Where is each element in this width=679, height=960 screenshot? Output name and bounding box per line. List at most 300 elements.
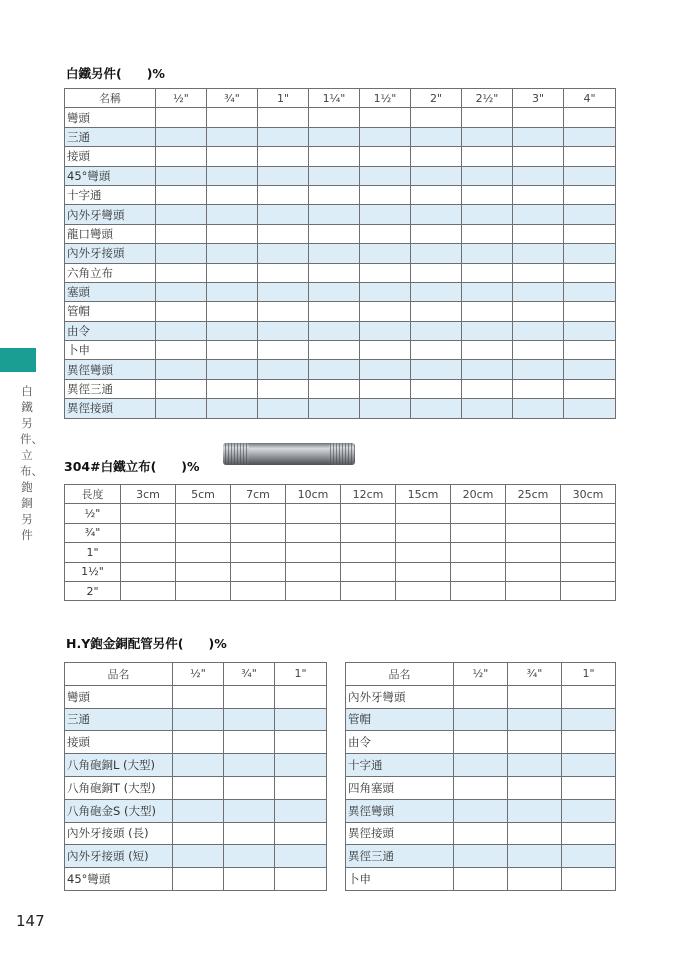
entry-cell[interactable] [564,147,616,166]
entry-cell[interactable] [513,360,564,379]
entry-cell[interactable] [231,543,286,562]
entry-cell[interactable] [360,147,411,166]
entry-cell[interactable] [360,244,411,263]
entry-cell[interactable] [562,845,616,868]
entry-cell[interactable] [231,523,286,542]
entry-cell[interactable] [156,108,207,127]
row-label-cell: 由令 [346,731,454,754]
entry-cell[interactable] [411,321,462,340]
entry-cell[interactable] [508,754,562,777]
entry-cell[interactable] [462,282,513,301]
entry-cell[interactable] [462,302,513,321]
entry-cell[interactable] [173,731,224,754]
table-row [65,379,616,398]
table-row [65,360,616,379]
entry-cell[interactable] [258,360,309,379]
entry-cell[interactable] [396,562,451,581]
entry-cell[interactable] [462,127,513,146]
header-name-cell: 長度 [65,485,121,504]
bronze-left-body [65,663,327,891]
entry-cell[interactable] [258,166,309,185]
entry-cell[interactable] [258,282,309,301]
entry-cell[interactable] [258,341,309,360]
row-label-cell: 彎頭 [65,685,173,708]
entry-cell[interactable] [462,205,513,224]
entry-cell[interactable] [508,685,562,708]
entry-cell[interactable] [411,263,462,282]
entry-cell[interactable] [258,224,309,243]
entry-cell[interactable] [513,108,564,127]
entry-cell[interactable] [309,379,360,398]
entry-cell[interactable] [309,224,360,243]
entry-cell[interactable] [258,379,309,398]
entry-cell[interactable] [564,263,616,282]
entry-cell[interactable] [513,166,564,185]
table-row [65,108,616,127]
row-label-cell: 內外牙彎頭 [346,685,454,708]
entry-cell[interactable] [360,127,411,146]
entry-cell[interactable] [275,822,327,845]
entry-cell[interactable] [564,282,616,301]
row-label-cell: 由令 [65,321,156,340]
entry-cell[interactable] [156,263,207,282]
entry-cell[interactable] [207,302,258,321]
entry-cell[interactable] [513,302,564,321]
row-label-cell: 八角砲銅T (大型) [65,776,173,799]
table-row [65,224,616,243]
entry-cell[interactable] [258,108,309,127]
entry-cell[interactable] [508,799,562,822]
entry-cell[interactable] [562,731,616,754]
row-label-cell: 管帽 [346,708,454,731]
header-size-cell: 1" [562,663,616,686]
entry-cell[interactable] [360,321,411,340]
table-row [65,244,616,263]
entry-cell[interactable] [207,341,258,360]
row-label-cell: 管帽 [65,302,156,321]
entry-cell[interactable] [207,166,258,185]
entry-cell[interactable] [156,379,207,398]
entry-cell[interactable] [396,543,451,562]
entry-cell[interactable] [508,845,562,868]
entry-cell[interactable] [224,799,275,822]
entry-cell[interactable] [454,822,508,845]
table-row [65,562,616,581]
entry-cell[interactable] [396,523,451,542]
entry-cell[interactable] [462,379,513,398]
entry-cell[interactable] [258,263,309,282]
entry-cell[interactable] [156,341,207,360]
entry-cell[interactable] [121,562,176,581]
entry-cell[interactable] [258,399,309,418]
entry-cell[interactable] [275,754,327,777]
entry-cell[interactable] [207,360,258,379]
entry-cell[interactable] [562,868,616,891]
header-size-cell: 12cm [341,485,396,504]
entry-cell[interactable] [454,685,508,708]
entry-cell[interactable] [286,523,341,542]
section1-title: 白鐵另件( )% [66,66,165,81]
entry-cell[interactable] [156,166,207,185]
entry-cell[interactable] [360,224,411,243]
entry-cell[interactable] [454,845,508,868]
entry-cell[interactable] [176,581,231,600]
entry-cell[interactable] [173,685,224,708]
entry-cell[interactable] [561,562,616,581]
entry-cell[interactable] [258,147,309,166]
section2-title: 304#白鐵立布( )% [64,459,200,474]
entry-cell[interactable] [173,845,224,868]
row-label-cell: 四角塞頭 [346,776,454,799]
entry-cell[interactable] [121,504,176,523]
entry-cell[interactable] [360,379,411,398]
entry-cell[interactable] [513,379,564,398]
entry-cell[interactable] [360,282,411,301]
entry-cell[interactable] [462,166,513,185]
entry-cell[interactable] [411,282,462,301]
entry-cell[interactable] [121,543,176,562]
entry-cell[interactable] [176,562,231,581]
entry-cell[interactable] [258,185,309,204]
entry-cell[interactable] [286,504,341,523]
entry-cell[interactable] [411,379,462,398]
entry-cell[interactable] [411,205,462,224]
row-label-cell: ½" [65,504,121,523]
entry-cell[interactable] [156,360,207,379]
entry-cell[interactable] [176,504,231,523]
entry-cell[interactable] [564,166,616,185]
entry-cell[interactable] [462,185,513,204]
entry-cell[interactable] [156,224,207,243]
entry-cell[interactable] [309,360,360,379]
entry-cell[interactable] [462,263,513,282]
entry-cell[interactable] [513,244,564,263]
entry-cell[interactable] [286,562,341,581]
bronze-table-right [345,662,616,891]
entry-cell[interactable] [454,799,508,822]
entry-cell[interactable] [309,205,360,224]
entry-cell[interactable] [258,205,309,224]
entry-cell[interactable] [506,562,561,581]
entry-cell[interactable] [207,147,258,166]
entry-cell[interactable] [231,581,286,600]
table-row [65,581,616,600]
entry-cell[interactable] [156,302,207,321]
entry-cell[interactable] [562,776,616,799]
entry-cell[interactable] [513,185,564,204]
entry-cell[interactable] [462,399,513,418]
row-label-cell: 2" [65,581,121,600]
entry-cell[interactable] [275,799,327,822]
entry-cell[interactable] [224,754,275,777]
entry-cell[interactable] [173,868,224,891]
entry-cell[interactable] [258,127,309,146]
entry-cell[interactable] [561,581,616,600]
entry-cell[interactable] [462,341,513,360]
pipe-nipple-image [222,441,356,467]
entry-cell[interactable] [258,302,309,321]
entry-cell[interactable] [564,224,616,243]
entry-cell[interactable] [454,708,508,731]
entry-cell[interactable] [513,205,564,224]
table-row [65,166,616,185]
header-size-cell: ¾" [508,663,562,686]
entry-cell[interactable] [360,166,411,185]
entry-cell[interactable] [451,504,506,523]
entry-cell[interactable] [173,754,224,777]
row-label-cell: 十字通 [65,185,156,204]
nipple-table [64,484,616,601]
bronze-table-left [64,662,327,891]
entry-cell[interactable] [513,224,564,243]
entry-cell[interactable] [341,562,396,581]
entry-cell[interactable] [396,581,451,600]
entry-cell[interactable] [207,244,258,263]
entry-cell[interactable] [561,504,616,523]
entry-cell[interactable] [513,282,564,301]
entry-cell[interactable] [462,321,513,340]
entry-cell[interactable] [360,263,411,282]
table-row [65,543,616,562]
entry-cell[interactable] [309,244,360,263]
entry-cell[interactable] [309,282,360,301]
header-size-cell: 4" [564,89,616,108]
entry-cell[interactable] [121,523,176,542]
entry-cell[interactable] [454,776,508,799]
entry-cell[interactable] [275,708,327,731]
entry-cell[interactable] [454,754,508,777]
entry-cell[interactable] [156,399,207,418]
entry-cell[interactable] [309,399,360,418]
entry-cell[interactable] [156,321,207,340]
entry-cell[interactable] [411,244,462,263]
entry-cell[interactable] [309,321,360,340]
entry-cell[interactable] [462,224,513,243]
entry-cell[interactable] [360,205,411,224]
entry-cell[interactable] [506,543,561,562]
entry-cell[interactable] [462,360,513,379]
entry-cell[interactable] [286,581,341,600]
fittings-table [64,88,616,419]
entry-cell[interactable] [360,302,411,321]
header-size-cell: 15cm [396,485,451,504]
entry-cell[interactable] [451,562,506,581]
header-size-cell: 2½" [462,89,513,108]
entry-cell[interactable] [561,523,616,542]
entry-cell[interactable] [224,685,275,708]
entry-cell[interactable] [224,776,275,799]
entry-cell[interactable] [562,754,616,777]
entry-cell[interactable] [173,776,224,799]
entry-cell[interactable] [341,504,396,523]
entry-cell[interactable] [508,822,562,845]
entry-cell[interactable] [411,185,462,204]
entry-cell[interactable] [207,263,258,282]
entry-cell[interactable] [396,504,451,523]
entry-cell[interactable] [411,302,462,321]
entry-cell[interactable] [411,341,462,360]
entry-cell[interactable] [562,822,616,845]
entry-cell[interactable] [513,341,564,360]
entry-cell[interactable] [207,282,258,301]
entry-cell[interactable] [564,399,616,418]
entry-cell[interactable] [564,379,616,398]
entry-cell[interactable] [564,185,616,204]
entry-cell[interactable] [506,581,561,600]
entry-cell[interactable] [231,562,286,581]
entry-cell[interactable] [513,399,564,418]
entry-cell[interactable] [411,399,462,418]
entry-cell[interactable] [411,108,462,127]
row-label-cell: 異徑接頭 [346,822,454,845]
entry-cell[interactable] [176,543,231,562]
entry-cell[interactable] [513,263,564,282]
entry-cell[interactable] [207,108,258,127]
entry-cell[interactable] [275,685,327,708]
entry-cell[interactable] [156,282,207,301]
entry-cell[interactable] [411,224,462,243]
entry-cell[interactable] [454,731,508,754]
entry-cell[interactable] [564,127,616,146]
entry-cell[interactable] [207,127,258,146]
table-row [65,708,327,731]
entry-cell[interactable] [564,360,616,379]
header-name-cell: 品名 [65,663,173,686]
entry-cell[interactable] [207,224,258,243]
entry-cell[interactable] [360,108,411,127]
row-label-cell: 45°彎頭 [65,868,173,891]
entry-cell[interactable] [121,581,176,600]
entry-cell[interactable] [451,543,506,562]
entry-cell[interactable] [173,822,224,845]
entry-cell[interactable] [360,399,411,418]
entry-cell[interactable] [258,321,309,340]
entry-cell[interactable] [506,504,561,523]
entry-cell[interactable] [564,321,616,340]
row-label-cell: 內外牙接頭 [65,244,156,263]
entry-cell[interactable] [562,708,616,731]
entry-cell[interactable] [176,523,231,542]
table-row [346,822,616,845]
entry-cell[interactable] [341,543,396,562]
entry-cell[interactable] [564,244,616,263]
entry-cell[interactable] [309,147,360,166]
entry-cell[interactable] [462,108,513,127]
table-row [65,776,327,799]
entry-cell[interactable] [508,868,562,891]
entry-cell[interactable] [562,799,616,822]
entry-cell[interactable] [508,776,562,799]
entry-cell[interactable] [286,543,341,562]
entry-cell[interactable] [513,147,564,166]
table-row [65,205,616,224]
entry-cell[interactable] [309,185,360,204]
entry-cell[interactable] [454,868,508,891]
row-label-cell: 三通 [65,127,156,146]
entry-cell[interactable] [231,504,286,523]
table-row [65,822,327,845]
entry-cell[interactable] [275,868,327,891]
entry-cell[interactable] [224,822,275,845]
table-row [65,868,327,891]
entry-cell[interactable] [360,360,411,379]
entry-cell[interactable] [561,543,616,562]
entry-cell[interactable] [224,708,275,731]
entry-cell[interactable] [173,799,224,822]
entry-cell[interactable] [513,127,564,146]
entry-cell[interactable] [508,708,562,731]
entry-cell[interactable] [564,341,616,360]
entry-cell[interactable] [156,127,207,146]
entry-cell[interactable] [258,244,309,263]
entry-cell[interactable] [224,731,275,754]
table-row [346,799,616,822]
entry-cell[interactable] [411,127,462,146]
entry-cell[interactable] [411,360,462,379]
entry-cell[interactable] [207,321,258,340]
entry-cell[interactable] [207,205,258,224]
header-size-cell: 1" [258,89,309,108]
entry-cell[interactable] [341,523,396,542]
entry-cell[interactable] [224,868,275,891]
entry-cell[interactable] [564,108,616,127]
entry-cell[interactable] [411,166,462,185]
entry-cell[interactable] [309,166,360,185]
entry-cell[interactable] [564,302,616,321]
entry-cell[interactable] [341,581,396,600]
entry-cell[interactable] [508,731,562,754]
entry-cell[interactable] [156,185,207,204]
row-label-cell: 異徑三通 [346,845,454,868]
entry-cell[interactable] [462,147,513,166]
header-row [346,663,616,686]
entry-cell[interactable] [207,185,258,204]
header-size-cell: 3cm [121,485,176,504]
entry-cell[interactable] [411,147,462,166]
entry-cell[interactable] [506,523,561,542]
entry-cell[interactable] [156,147,207,166]
table-row [65,504,616,523]
entry-cell[interactable] [451,581,506,600]
entry-cell[interactable] [156,205,207,224]
entry-cell[interactable] [173,708,224,731]
entry-cell[interactable] [207,399,258,418]
entry-cell[interactable] [564,205,616,224]
entry-cell[interactable] [309,341,360,360]
entry-cell[interactable] [451,523,506,542]
entry-cell[interactable] [360,185,411,204]
header-size-cell: 7cm [231,485,286,504]
entry-cell[interactable] [156,244,207,263]
entry-cell[interactable] [513,321,564,340]
entry-cell[interactable] [462,244,513,263]
entry-cell[interactable] [275,731,327,754]
entry-cell[interactable] [309,127,360,146]
entry-cell[interactable] [224,845,275,868]
row-label-cell: 45°彎頭 [65,166,156,185]
nipple-body [65,485,616,601]
entry-cell[interactable] [309,263,360,282]
entry-cell[interactable] [309,302,360,321]
entry-cell[interactable] [207,379,258,398]
entry-cell[interactable] [309,108,360,127]
entry-cell[interactable] [562,685,616,708]
header-size-cell: ¾" [224,663,275,686]
entry-cell[interactable] [360,341,411,360]
entry-cell[interactable] [275,845,327,868]
entry-cell[interactable] [275,776,327,799]
row-label-cell: 彎頭 [65,108,156,127]
